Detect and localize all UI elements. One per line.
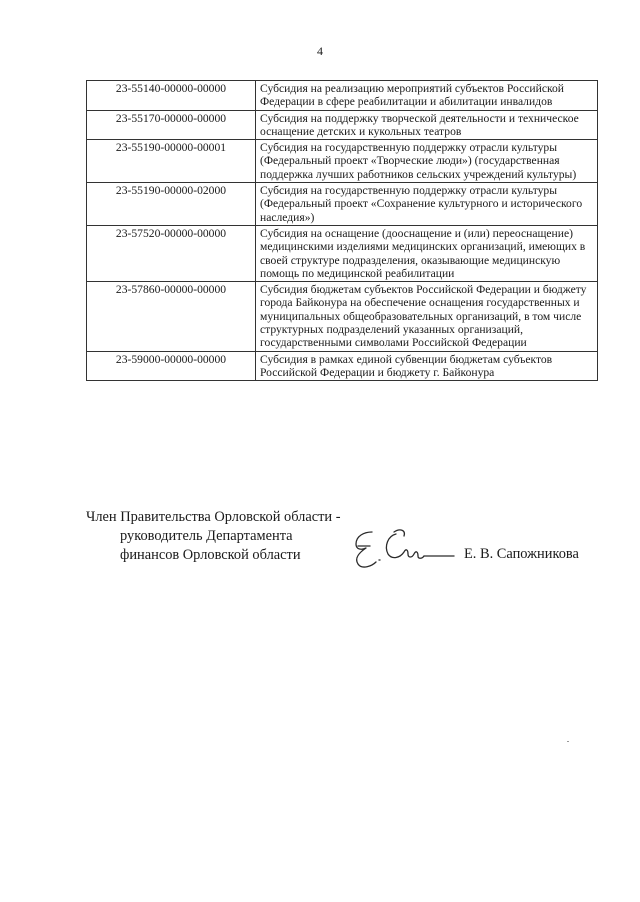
page-number: 4: [317, 44, 323, 58]
table-row: [87, 225, 598, 281]
scan-artifact: [567, 741, 569, 742]
signatory-title-line2: руководитель Департамента: [120, 528, 293, 544]
subsidy-description-cell: Субсидия на государственную поддержку отрасли культуры (Федеральный проект «Сохранение культурного и исторического наследия»): [256, 183, 598, 226]
table-row: [87, 282, 598, 351]
budget-codes-table: [86, 80, 598, 381]
signatory-title-line3: финансов Орловской области: [120, 547, 301, 563]
subsidy-description-cell: Субсидия бюджетам субъектов Российской Федерации и бюджету города Байконура на обеспечение оснащения государственных и муниципальных общеобразовательных организаций, в том числе структурных подразделений указанных организаций, государственными символами Российской Федерации: [256, 282, 598, 351]
subsidy-description-cell: Субсидия в рамках единой субвенции бюджетам субъектов Российской Федерации и бюджету г. Байконура: [256, 351, 598, 381]
table-row: [87, 183, 598, 226]
budget-code-cell: 23-55140-00000-00000: [87, 81, 256, 111]
subsidy-description-cell: Субсидия на оснащение (дооснащение и (или) переоснащение) медицинскими изделиями медицинских организаций, имеющих в своей структуре подразделения, оказывающие медицинскую помощь по медицинской реабилитации: [256, 225, 598, 281]
signatory-name: Е. В. Сапожникова: [464, 546, 579, 562]
budget-code-cell: 23-57860-00000-00000: [87, 282, 256, 351]
subsidy-description-cell: Субсидия на реализацию мероприятий субъектов Российской Федерации в сфере реабилитации и абилитации инвалидов: [256, 81, 598, 111]
table-row: [87, 351, 598, 381]
budget-code-cell: 23-55170-00000-00000: [87, 110, 256, 140]
budget-code-cell: 23-59000-00000-00000: [87, 351, 256, 381]
signatory-title: [86, 508, 341, 565]
subsidy-description-cell: Субсидия на государственную поддержку отрасли культуры (Федеральный проект «Творческие люди») (государственная поддержка лучших работников сельских учреждений культуры): [256, 140, 598, 183]
table-row: [87, 81, 598, 111]
budget-code-cell: 23-57520-00000-00000: [87, 225, 256, 281]
handwritten-signature: [350, 526, 464, 574]
subsidy-description-cell: Субсидия на поддержку творческой деятельности и техническое оснащение детских и кукольных театров: [256, 110, 598, 140]
budget-code-cell: 23-55190-00000-02000: [87, 183, 256, 226]
budget-code-cell: 23-55190-00000-00001: [87, 140, 256, 183]
table-row: [87, 140, 598, 183]
signatory-title-line1: Член Правительства Орловской области -: [86, 509, 341, 525]
table-row: [87, 110, 598, 140]
